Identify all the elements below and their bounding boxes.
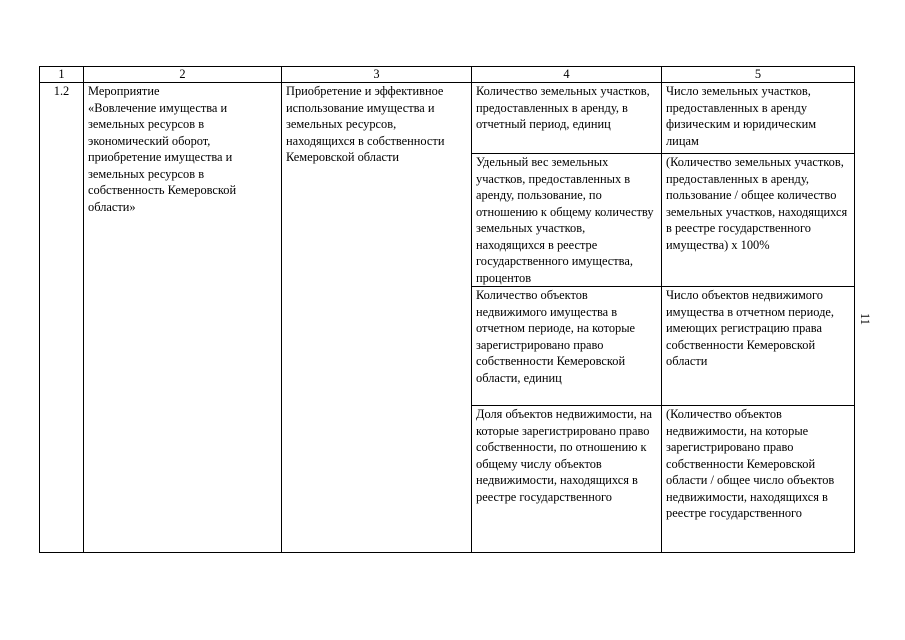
page-number: 11 bbox=[858, 313, 872, 325]
indicator-method: Число объектов недвижимого имущества в отчетном периоде, имеющих регистрацию права собственности Кемеровской области bbox=[666, 288, 834, 368]
indicator-method: (Количество объектов недвижимости, на которые зарегистрировано право собственности Кемеровской области / общее число объектов недвижимости, находящихся в реестре государственного bbox=[666, 407, 835, 520]
indicator-method-cell bbox=[662, 287, 855, 406]
indicator-name: Количество земельных участков, предоставленных в аренду, в отчетный период, единиц bbox=[476, 84, 650, 131]
indicator-name: Количество объектов недвижимого имущества в отчетном периоде, на которые зарегистрировано право собственности Кемеровской области, единиц bbox=[476, 288, 636, 385]
row-number: 1.2 bbox=[40, 83, 84, 553]
column-number-2: 2 bbox=[84, 67, 282, 83]
table-header-row bbox=[40, 67, 855, 83]
indicator-method: Число земельных участков, предоставленных в аренду физическим и юридическим лицам bbox=[666, 84, 817, 148]
indicator-method-cell bbox=[662, 154, 855, 287]
measure-cell bbox=[84, 83, 282, 553]
indicator-name: Доля объектов недвижимости, на которые зарегистрировано право собственности, по отношению к общему числу объектов недвижимости, находящихся в реестре государственного bbox=[476, 407, 652, 504]
measure-text: Мероприятие «Вовлечение имущества и земельных ресурсов в экономический оборот, приобретение имущества и земельных ресурсов в собственность Кемеровской области» bbox=[88, 84, 237, 214]
goal-text: Приобретение и эффективное использование имущества и земельных ресурсов, находящихся в собственности Кемеровской области bbox=[286, 84, 445, 164]
column-number-4: 4 bbox=[472, 67, 662, 83]
column-number-1: 1 bbox=[40, 67, 84, 83]
indicator-name-cell bbox=[472, 287, 662, 406]
goal-cell bbox=[282, 83, 472, 553]
indicator-method-cell bbox=[662, 83, 855, 154]
indicator-name: Удельный вес земельных участков, предоставленных в аренду, пользование, по отношению к общему количеству земельных участков, находящихся в реестре государственного имущества, процентов bbox=[476, 155, 654, 285]
indicator-method: (Количество земельных участков, предоставленных в аренду, пользование / общее количество земельных участков, находящихся в реестре государственного имущества) х 100% bbox=[666, 155, 848, 252]
column-number-3: 3 bbox=[282, 67, 472, 83]
indicator-name-cell bbox=[472, 154, 662, 287]
indicator-name-cell bbox=[472, 83, 662, 154]
table-row bbox=[40, 83, 855, 154]
indicator-name-cell bbox=[472, 406, 662, 553]
measures-table bbox=[39, 66, 855, 553]
column-number-5: 5 bbox=[662, 67, 855, 83]
indicator-method-cell bbox=[662, 406, 855, 553]
